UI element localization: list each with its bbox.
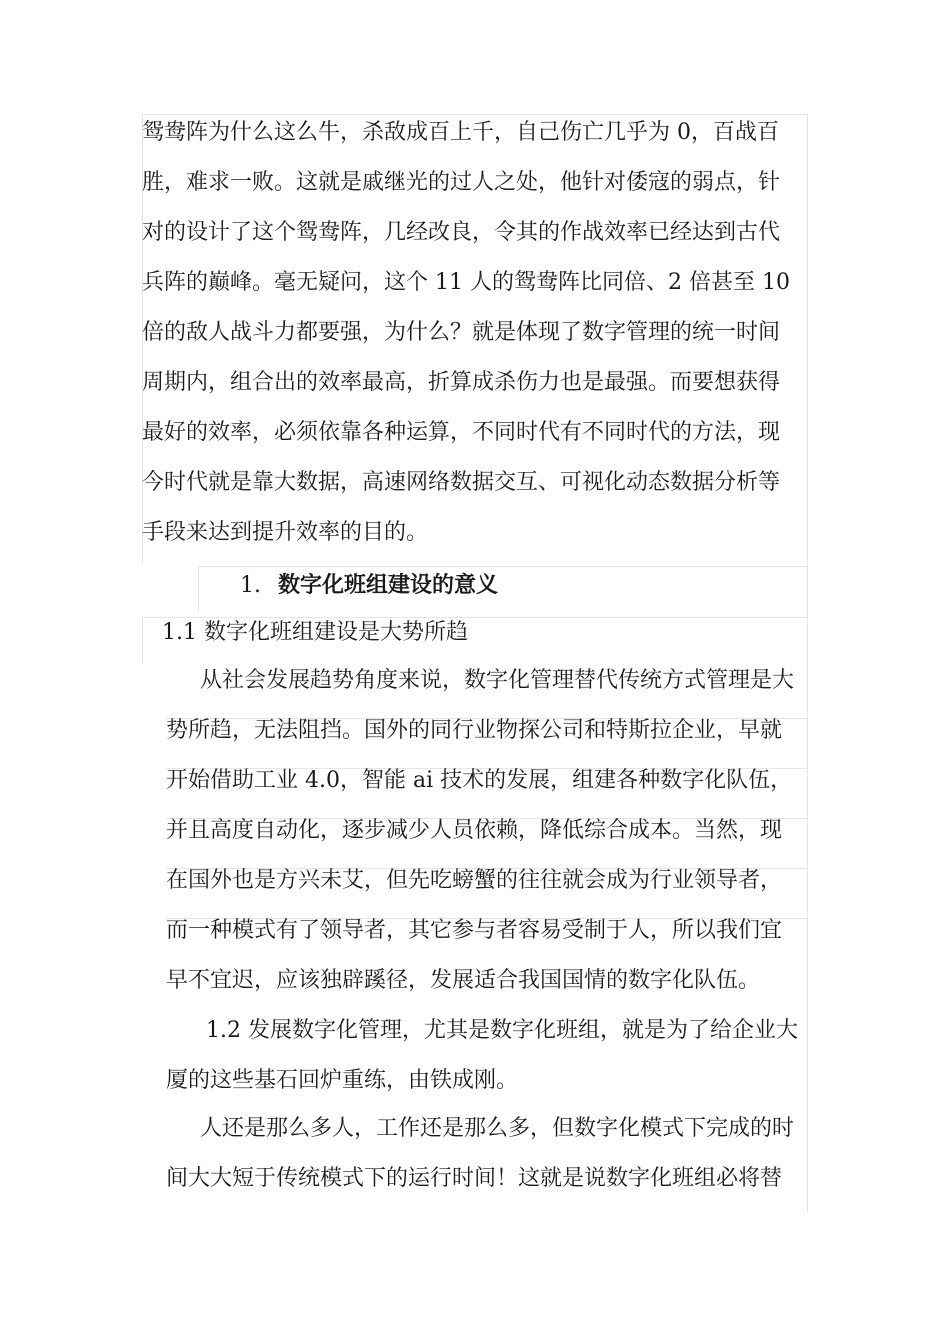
section-title: 数字化班组建设的意义 xyxy=(278,572,499,598)
text-line: 并且高度自动化，逐步减少人员依赖，降低综合成本。当然，现 xyxy=(166,818,783,843)
frame-left-border-sub xyxy=(142,617,143,663)
section-number: 1. xyxy=(240,573,261,598)
text-line: 1.2 发展数字化管理，尤其是数字化班组，就是为了给企业大 xyxy=(206,1018,798,1043)
text-line: 最好的效率，必须依靠各种运算，不同时代有不同时代的方法，现 xyxy=(142,420,781,445)
text-line: 早不宜迟，应该独辟蹊径，发展适合我国国情的数字化队伍。 xyxy=(166,968,761,993)
text-line: 兵阵的巅峰。毫无疑问，这个 11 人的鸳鸯阵比同倍、2 倍甚至 10 xyxy=(142,270,790,295)
text-line: 在国外也是方兴未艾，但先吃螃蟹的往往就会成为行业领导者， xyxy=(166,868,783,893)
text-line: 而一种模式有了领导者，其它参与者容易受制于人，所以我们宜 xyxy=(166,918,783,943)
subsection-heading: 1.1 数字化班组建设是大势所趋 xyxy=(162,620,468,645)
text-line: 鸳鸯阵为什么这么牛，杀敌成百上千，自己伤亡几乎为 0，百战百 xyxy=(142,120,779,145)
frame-left-border-heading xyxy=(198,566,199,612)
text-line: 厦的这些基石回炉重练，由铁成刚。 xyxy=(166,1068,519,1093)
text-line: 间大大短于传统模式下的运行时间！这就是说数字化班组必将替 xyxy=(166,1166,783,1191)
text-line: 从社会发展趋势角度来说，数字化管理替代传统方式管理是大 xyxy=(200,668,795,693)
text-line: 人还是那么多人，工作还是那么多，但数字化模式下完成的时 xyxy=(200,1116,795,1141)
text-line: 周期内，组合出的效率最高，折算成杀伤力也是最强。而要想获得 xyxy=(142,370,781,395)
paragraph-2 xyxy=(166,656,808,1006)
section-heading xyxy=(240,560,498,610)
text-line: 胜，难求一败。这就是戚继光的过人之处，他针对倭寇的弱点，针 xyxy=(142,170,781,195)
text-line: 对的设计了这个鸳鸯阵，几经改良，令其的作战效率已经达到古代 xyxy=(142,220,781,245)
paragraph-1 xyxy=(142,108,808,558)
text-line: 开始借助工业 4.0，智能 ai 技术的发展，组建各种数字化队伍， xyxy=(166,768,793,793)
text-line: 势所趋，无法阻挡。国外的同行业物探公司和特斯拉企业，早就 xyxy=(166,718,783,743)
paragraph-3 xyxy=(166,1006,808,1106)
text-line: 倍的敌人战斗力都要强，为什么？就是体现了数字管理的统一时间 xyxy=(142,320,781,345)
text-line: 手段来达到提升效率的目的。 xyxy=(142,520,429,545)
paragraph-4 xyxy=(166,1104,808,1204)
text-line: 今时代就是靠大数据，高速网络数据交互、可视化动态数据分析等 xyxy=(142,470,781,495)
